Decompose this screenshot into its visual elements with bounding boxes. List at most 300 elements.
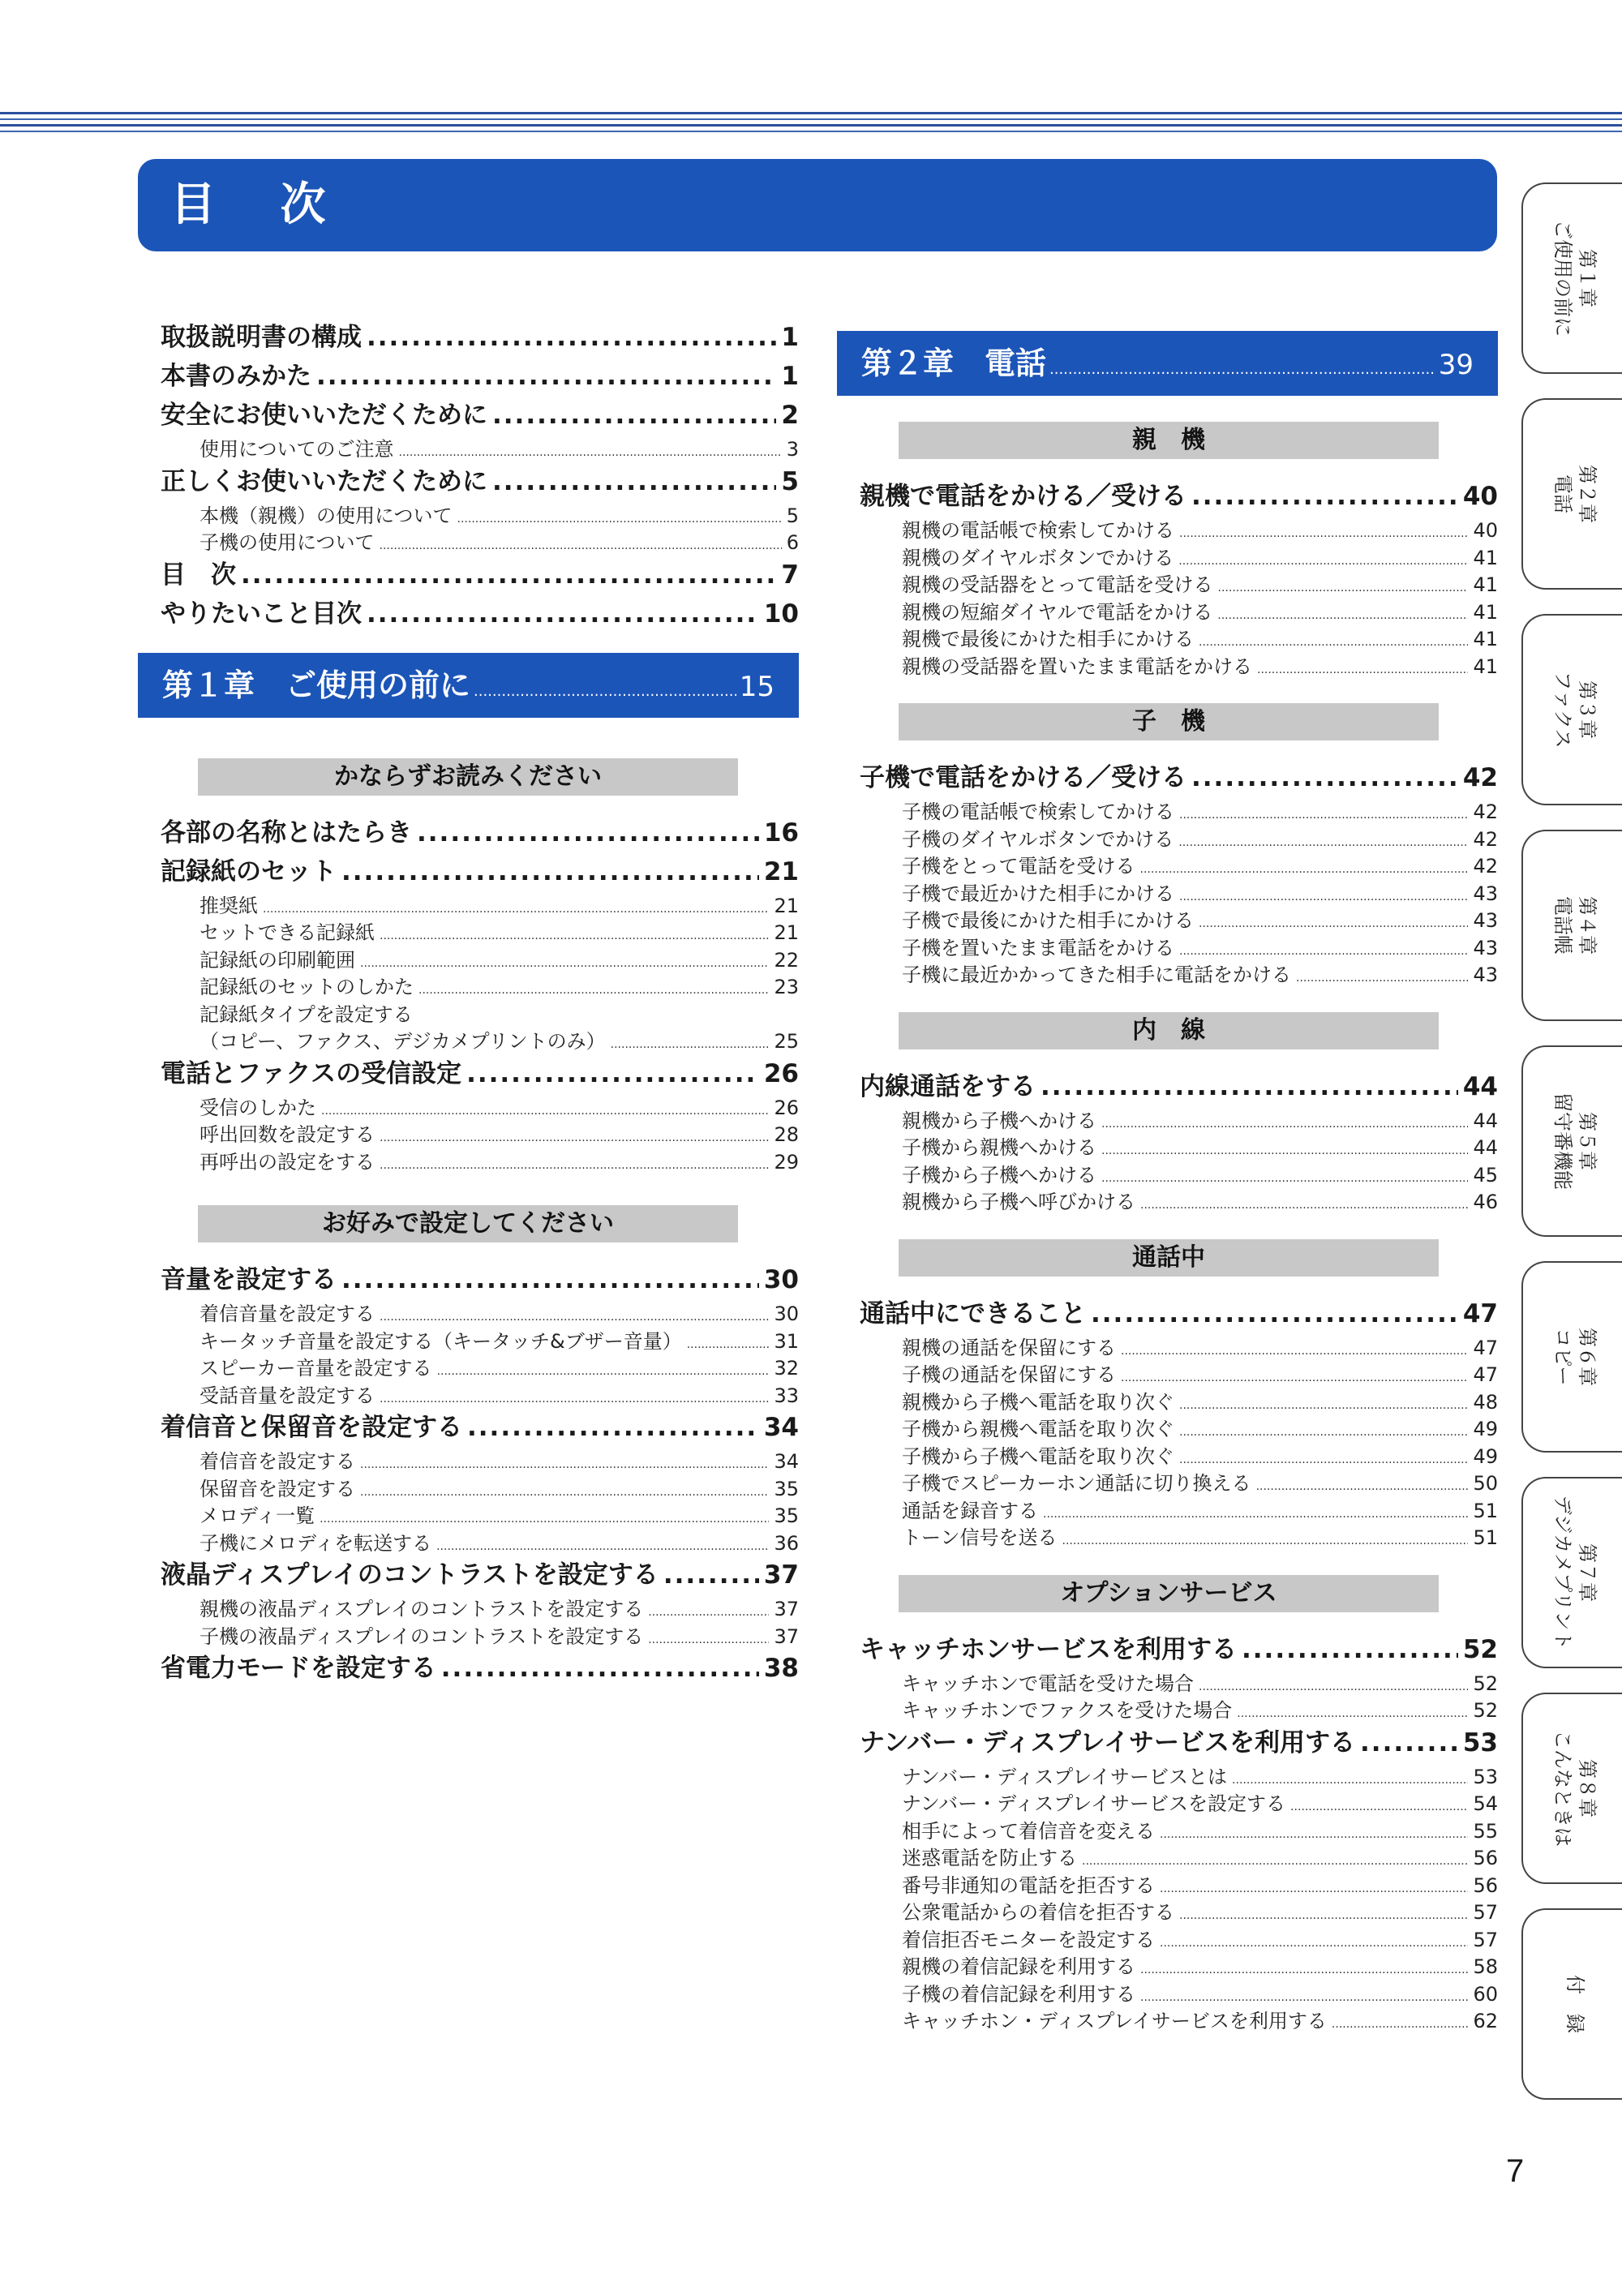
toc-entry-title: 受話音量を設定する [200, 1384, 375, 1407]
toc-subentry [902, 542, 1498, 569]
toc-leader-dots [1191, 763, 1458, 792]
toc-entry [860, 1293, 1498, 1330]
toc-entry-title: 着信拒否モニターを設定する [902, 1928, 1155, 1951]
toc-entry-title: 親機の液晶ディスプレイのコントラストを設定する [200, 1598, 644, 1620]
toc-subentry [902, 1186, 1498, 1212]
toc-subentry [902, 1761, 1498, 1787]
toc-leader-dots [360, 957, 769, 970]
toc-entry-page: 10 [763, 599, 799, 629]
chapter-tab-number: 第６章 [1576, 1328, 1598, 1386]
toc-leader-dots [1179, 891, 1468, 903]
toc-entry-title: 音量を設定する [161, 1265, 337, 1294]
toc-subentry [902, 1924, 1498, 1951]
toc-subentry [200, 1298, 799, 1324]
toc-entry [161, 554, 799, 591]
toc-leader-dots [263, 903, 769, 916]
toc-subentry [902, 1667, 1498, 1694]
page-title: 目 次 [138, 159, 1497, 251]
toc-leader-dots [367, 599, 759, 629]
toc-entry-page: 43 [1473, 909, 1498, 932]
toc-leader-dots [1160, 1882, 1468, 1895]
toc-subentry [902, 1413, 1498, 1440]
toc-entry-title: 通話を録音する [902, 1499, 1038, 1522]
toc-leader-dots [1091, 1299, 1458, 1328]
toc-leader-dots [1218, 582, 1469, 594]
toc-leader-dots [1296, 972, 1468, 985]
toc-entry-page: 6 [786, 531, 799, 554]
toc-entry-page: 43 [1473, 936, 1498, 959]
chapter-tab-label [1551, 465, 1599, 523]
chapter-tab-label [1551, 1328, 1599, 1386]
toc-leader-dots [1101, 1172, 1468, 1185]
toc-subentry [200, 916, 799, 943]
toc-entry-title: 子機で電話をかける／受ける [860, 763, 1186, 792]
toc-entry-title: 本書のみかた [161, 362, 311, 391]
toc-subentry [902, 1896, 1498, 1923]
toc-entry-title: 電話とファクスの受信設定 [161, 1058, 462, 1088]
toc-entry-page: 54 [1473, 1792, 1498, 1815]
toc-leader-dots [1290, 1800, 1468, 1813]
toc-entry-title: キータッチ音量を設定する（キータッチ&ブザー音量） [200, 1329, 682, 1353]
toc-subentry [902, 959, 1498, 985]
toc-leader-dots [418, 984, 769, 997]
toc-subentry [902, 514, 1498, 541]
chapter-tab-label [1551, 1496, 1599, 1650]
toc-entry-page: 57 [1473, 1928, 1498, 1951]
chapter-tab-name: ご使用の前に [1551, 220, 1574, 337]
chapter-page: 15 [739, 670, 775, 703]
toc-entry [161, 812, 799, 849]
toc-entry-title: 親機から子機へかける [902, 1109, 1096, 1132]
toc-subentry [200, 971, 799, 998]
toc-entry-title: 親機の着信記録を利用する [902, 1955, 1135, 1978]
toc-subentry [902, 1951, 1498, 1977]
toc-entry-title: キャッチホンでファクスを受けた場合 [902, 1699, 1233, 1722]
toc-entry-page: 1 [781, 323, 799, 352]
toc-entry-page: 25 [774, 1030, 799, 1053]
toc-entry [161, 851, 799, 888]
toc-subentry [200, 1146, 799, 1173]
toc-subentry [902, 1787, 1498, 1814]
chapter-title: 第１章 ご使用の前に [162, 667, 471, 703]
toc-entry-page: 48 [1473, 1390, 1498, 1414]
toc-entry-title: やりたいこと目次 [161, 599, 362, 629]
toc-leader-dots [1179, 945, 1468, 958]
chapter-tab[interactable] [1521, 614, 1622, 805]
toc-leader-dots [1179, 809, 1468, 822]
toc-subentry [902, 569, 1498, 595]
toc-entry [860, 757, 1498, 794]
toc-entry-page: 43 [1473, 882, 1498, 905]
toc-entry-page: 52 [1473, 1699, 1498, 1722]
toc-entry [161, 461, 799, 498]
toc-leader-dots [1178, 555, 1468, 568]
toc-leader-dots [1256, 1480, 1469, 1493]
toc-entry [161, 593, 799, 630]
toc-entry-page: 37 [763, 1560, 799, 1590]
toc-entry-page: 47 [1473, 1363, 1498, 1386]
toc-leader-dots [1160, 1828, 1468, 1841]
toc-entry-page: 33 [774, 1384, 799, 1407]
toc-entry-title: 子機の使用について [200, 531, 375, 554]
chapter-tab[interactable] [1521, 1477, 1622, 1668]
toc-leader-dots [1179, 527, 1468, 540]
toc-entry-page: 53 [1462, 1727, 1498, 1757]
chapter-tab-name: ファクス [1551, 671, 1574, 749]
chapter-tab-label [1551, 1092, 1599, 1190]
chapter-tab-label [1551, 896, 1599, 955]
toc-leader-dots [1062, 1534, 1469, 1547]
toc-entry-title: 子機をとって電話を受ける [902, 855, 1135, 878]
toc-entry-page: 41 [1473, 546, 1498, 569]
toc-subentry [902, 1131, 1498, 1158]
toc-entry-page: 23 [774, 976, 799, 998]
page-number: 7 [1506, 2153, 1525, 2189]
toc-entry-page: 21 [763, 856, 799, 886]
toc-entry-title: 親機のダイヤルボタンでかける [902, 546, 1174, 569]
toc-leader-dots [1199, 917, 1468, 930]
chapter-tab-number: 第３章 [1576, 680, 1598, 739]
toc-leader-dots [1043, 1508, 1468, 1521]
toc-entry-page: 53 [1473, 1765, 1498, 1788]
toc-leader-dots [1140, 863, 1469, 876]
toc-entry-page: 37 [774, 1598, 799, 1620]
toc-entry-page: 34 [763, 1413, 799, 1442]
toc-leader-dots [436, 1540, 769, 1553]
toc-entry-page: 21 [774, 894, 799, 917]
toc-leader-dots [1257, 663, 1468, 676]
toc-leader-dots [648, 1633, 769, 1646]
chapter-tab-label [1551, 671, 1599, 748]
toc-entry-title: 子機から親機へ電話を取り次ぐ [902, 1418, 1174, 1440]
toc-entry-title: 子機に最近かかってきた相手に電話をかける [902, 963, 1291, 986]
toc-entry-page: 29 [774, 1150, 799, 1174]
chapter-tab-name: 留守番機能 [1551, 1092, 1574, 1190]
toc-entry [161, 1053, 799, 1090]
toc-entry-title: 相手によって着信音を変える [902, 1819, 1155, 1843]
toc-subentry [200, 526, 799, 553]
toc-entry-title: 記録紙のセット [161, 856, 337, 886]
toc-entry-page: 56 [1473, 1847, 1498, 1869]
toc-entry-page: 7 [781, 560, 799, 590]
toc-entry-title: 子機の液晶ディスプレイのコントラストを設定する [200, 1624, 644, 1648]
section-heading: お好みで設定してください [198, 1205, 738, 1242]
toc-entry-title: 記録紙タイプを設定する [200, 1002, 413, 1026]
chapter-tab-name: コピー [1551, 1328, 1574, 1386]
toc-subentry [200, 1527, 799, 1554]
toc-entry-page: 21 [774, 921, 799, 944]
toc-entry-page: 52 [1473, 1672, 1498, 1695]
toc-subentry [200, 1473, 799, 1500]
toc-entry-page: 32 [774, 1357, 799, 1380]
toc-leader-dots [687, 1338, 770, 1351]
toc-entry-title: 正しくお使いいただくために [161, 466, 487, 496]
toc-entry-title: 親機の電話帳で検索してかける [902, 519, 1174, 542]
chapter-tab[interactable] [1521, 1045, 1622, 1237]
toc-leader-dots [380, 1393, 769, 1405]
toc-subentry [200, 433, 799, 460]
toc-entry-title: キャッチホンで電話を受けた場合 [902, 1672, 1194, 1695]
toc-entry-title: 親機から子機へ電話を取り次ぐ [902, 1390, 1174, 1414]
toc-entry-title: 子機にメロディを転送する [200, 1531, 432, 1555]
toc-entry-title: 目 次 [161, 560, 236, 590]
chapter-tab-name: 電話 [1551, 474, 1574, 513]
chapter-tab[interactable] [1521, 1261, 1622, 1453]
toc-leader-dots [316, 362, 776, 391]
toc-entry-page: 44 [1473, 1109, 1498, 1132]
section-heading: オプションサービス [899, 1575, 1439, 1612]
chapter-tab[interactable] [1521, 398, 1622, 590]
chapter-title: 第２章 電話 [861, 345, 1047, 381]
toc-leader-dots [1199, 1680, 1468, 1693]
toc-entry-title: 子機から子機へかける [902, 1163, 1096, 1187]
toc-leader-dots [1121, 1371, 1468, 1384]
toc-leader-dots [1217, 609, 1468, 622]
toc-subentry [902, 904, 1498, 931]
toc-entry-page: 38 [763, 1654, 799, 1683]
chapter-page: 39 [1438, 349, 1474, 381]
toc-leader-dots [1360, 1728, 1458, 1757]
toc-entry-page: 40 [1473, 519, 1498, 542]
toc-leader-dots [1237, 1707, 1468, 1720]
toc-entry-title: 保留音を設定する [200, 1477, 355, 1500]
toc-entry-page: 62 [1473, 2010, 1498, 2032]
toc-entry-page: 35 [774, 1504, 799, 1527]
toc-entry-title: 使用についてのご注意 [200, 438, 394, 461]
toc-entry-title: 親機で最後にかけた相手にかける [902, 628, 1194, 650]
chapter-heading [138, 653, 799, 718]
toc-leader-dots [1082, 1855, 1468, 1868]
toc-leader-dots [1242, 1635, 1458, 1664]
toc-entry-title: 親機の通話を保留にする [902, 1336, 1116, 1359]
toc-entry [161, 1554, 799, 1591]
toc-entry-title: 本機（親機）の使用について [200, 504, 453, 527]
chapter-tab[interactable] [1521, 1908, 1622, 2100]
chapter-heading [837, 331, 1498, 396]
toc-subentry [200, 1118, 799, 1145]
toc-entry-page: 22 [774, 948, 799, 972]
toc-entry [161, 1406, 799, 1444]
toc-subentry [902, 1386, 1498, 1413]
toc-entry-page: 30 [763, 1265, 799, 1294]
toc-leader-dots [1191, 482, 1458, 511]
chapter-tab-label [1563, 1975, 1587, 2033]
toc-entry-title: 親機で電話をかける／受ける [860, 482, 1186, 511]
toc-entry-title: 内線通話をする [860, 1071, 1036, 1101]
toc-entry-title: 番号非通知の電話を拒否する [902, 1873, 1155, 1897]
toc-entry-page: 41 [1473, 573, 1498, 596]
toc-entry-page: 51 [1473, 1526, 1498, 1549]
toc-entry-page: 44 [1473, 1136, 1498, 1159]
toc-leader-dots [1140, 1991, 1468, 2004]
toc-subentry [200, 500, 799, 526]
chapter-tab-name: こんなときは [1551, 1730, 1574, 1847]
toc-leader-dots [380, 1311, 769, 1324]
chapter-tab-number: 第４章 [1576, 896, 1598, 955]
toc-subentry [902, 1467, 1498, 1494]
toc-leader-dots [321, 1105, 769, 1118]
toc-subentry [200, 1500, 799, 1526]
toc-subentry [200, 1445, 799, 1472]
toc-entry-page: 42 [1473, 827, 1498, 851]
toc-leader-dots [466, 1059, 759, 1088]
toc-subentry [902, 1978, 1498, 2005]
toc-leader-dots [399, 446, 782, 459]
toc-entry-title: 通話中にできること [860, 1298, 1086, 1328]
chapter-tab[interactable] [1521, 830, 1622, 1021]
toc-entry-title: 公衆電話からの着信を拒否する [902, 1901, 1174, 1924]
toc-leader-dots [360, 1486, 769, 1499]
chapter-tab-label [1551, 220, 1599, 337]
toc-leader-dots [241, 560, 776, 590]
toc-leader-dots [441, 1654, 759, 1683]
toc-leader-dots [1101, 1118, 1468, 1131]
toc-subentry [200, 1620, 799, 1647]
toc-entry-title: 推奨紙 [200, 894, 258, 917]
toc-leader-dots [492, 401, 776, 430]
toc-leader-dots [648, 1606, 769, 1619]
toc-entry-page: 50 [1473, 1472, 1498, 1495]
toc-entry-page: 57 [1473, 1901, 1498, 1924]
chapter-tab[interactable] [1521, 1693, 1622, 1884]
toc-leader-dots [1199, 636, 1468, 649]
toc-entry [161, 1647, 799, 1684]
toc-leader-dots [1121, 1345, 1468, 1358]
toc-leader-dots [1140, 1199, 1468, 1212]
toc-entry-title: 安全にお使いいただくために [161, 401, 487, 430]
toc-entry-title: 子機で最後にかけた相手にかける [902, 909, 1194, 932]
toc-leader-dots [380, 1131, 769, 1144]
toc-leader-dots [457, 513, 782, 526]
toc-leader-dots [467, 1413, 759, 1442]
toc-subentry [902, 650, 1498, 677]
toc-entry [161, 355, 799, 393]
toc-entry-page: 60 [1473, 1982, 1498, 2006]
toc-entry-page: 42 [1473, 855, 1498, 878]
chapter-tab-number: 付 録 [1564, 1975, 1586, 2033]
toc-leader-dots [437, 1365, 770, 1378]
toc-entry-page: 1 [781, 362, 799, 391]
toc-entry-title: 子機の電話帳で検索してかける [902, 800, 1174, 823]
toc-entry-title: 子機で最近かけた相手にかける [902, 882, 1174, 905]
toc-entry-page: 51 [1473, 1499, 1498, 1522]
chapter-tab-number: 第１章 [1576, 249, 1598, 307]
toc-entry-title: 迷惑電話を防止する [902, 1847, 1077, 1869]
toc-entry-title: 各部の名称とはたらき [161, 818, 412, 848]
toc-entry-title: 呼出回数を設定する [200, 1123, 375, 1146]
toc-subentry [902, 1105, 1498, 1131]
chapter-tab-number: 第２章 [1576, 465, 1598, 523]
toc-leader-dots [1179, 1453, 1468, 1466]
toc-subentry [902, 850, 1498, 877]
toc-leader-dots [1179, 1909, 1468, 1922]
toc-leader-dots [492, 467, 776, 496]
toc-entry-page: 45 [1473, 1163, 1498, 1187]
toc-subentry [200, 890, 799, 916]
toc-entry-title: ナンバー・ディスプレイサービスとは [902, 1765, 1228, 1788]
toc-leader-dots [1140, 1963, 1468, 1976]
toc-subentry [902, 932, 1498, 959]
toc-subentry [902, 1869, 1498, 1896]
toc-entry [860, 475, 1498, 513]
toc-entry-page: 31 [774, 1329, 799, 1353]
toc-subentry [902, 623, 1498, 650]
toc-subentry [200, 1593, 799, 1620]
toc-entry-title: ナンバー・ディスプレイサービスを利用する [860, 1727, 1356, 1757]
toc-subentry [902, 1358, 1498, 1385]
toc-entry [860, 1066, 1498, 1103]
section-heading: 子 機 [899, 703, 1439, 740]
toc-entry-page: 49 [1473, 1418, 1498, 1440]
toc-subentry [902, 1694, 1498, 1721]
chapter-tab[interactable] [1521, 182, 1622, 374]
toc-entry-page: 28 [774, 1123, 799, 1146]
toc-entry-page: 56 [1473, 1873, 1498, 1897]
toc-entry-title: 取扱説明書の構成 [161, 323, 362, 352]
toc-leader-dots [341, 1265, 759, 1294]
toc-entry [860, 1722, 1498, 1759]
toc-entry-page: 3 [786, 438, 799, 461]
toc-subentry [902, 2005, 1498, 2032]
toc-entry-page: 44 [1462, 1071, 1498, 1101]
toc-subentry [902, 1815, 1498, 1842]
toc-entry-title: 親機の受話器をとって電話を受ける [902, 573, 1213, 596]
header-rule [0, 112, 1622, 136]
toc-leader-dots [1179, 1399, 1468, 1412]
toc-entry-page: 41 [1473, 654, 1498, 678]
chapter-tab-name: デジカメプリント [1551, 1495, 1574, 1650]
section-heading: 親 機 [899, 422, 1439, 459]
section-heading: かならずお読みください [198, 758, 738, 796]
toc-entry [860, 1629, 1498, 1666]
toc-subentry [902, 1440, 1498, 1467]
toc-entry-page: 47 [1462, 1298, 1498, 1328]
toc-entry-page: 37 [774, 1624, 799, 1648]
toc-entry-page: 41 [1473, 628, 1498, 650]
toc-entry-title: 子機の着信記録を利用する [902, 1982, 1135, 2006]
toc-subentry [902, 596, 1498, 623]
toc-entry-title: 子機から子機へ電話を取り次ぐ [902, 1444, 1174, 1468]
toc-entry-page: 26 [763, 1058, 799, 1088]
toc-leader-dots [1101, 1144, 1468, 1157]
toc-entry [161, 316, 799, 354]
toc-entry-title: ナンバー・ディスプレイサービスを設定する [902, 1792, 1286, 1815]
toc-entry-title: 着信音を設定する [200, 1450, 355, 1473]
toc-subentry [902, 796, 1498, 822]
toc-entry [161, 1259, 799, 1296]
toc-entry-title: 子機でスピーカーホン通話に切り換える [902, 1472, 1251, 1495]
toc-leader-dots [663, 1560, 759, 1590]
toc-entry-title: セットできる記録紙 [200, 921, 375, 944]
toc-subentry [200, 1025, 799, 1052]
toc-subentry [200, 998, 799, 1025]
toc-entry-title: 親機から子機へ呼びかける [902, 1191, 1135, 1213]
toc-entry-page: 30 [774, 1302, 799, 1325]
chapter-tab-name: 電話帳 [1551, 896, 1574, 955]
toc-entry-page: 40 [1462, 482, 1498, 511]
toc-entry [161, 394, 799, 431]
toc-leader-dots [360, 1458, 769, 1471]
toc-leader-dots [367, 323, 776, 352]
toc-entry-title: （コピー、ファクス、デジカメプリントのみ） [200, 1030, 606, 1053]
toc-subentry [902, 878, 1498, 904]
toc-entry-page: 43 [1473, 963, 1498, 986]
toc-leader-dots [1178, 836, 1468, 849]
toc-leader-dots [380, 929, 769, 942]
toc-subentry [200, 1352, 799, 1379]
toc-entry-title: キャッチホンサービスを利用する [860, 1634, 1237, 1664]
chapter-tab-label [1551, 1730, 1599, 1847]
